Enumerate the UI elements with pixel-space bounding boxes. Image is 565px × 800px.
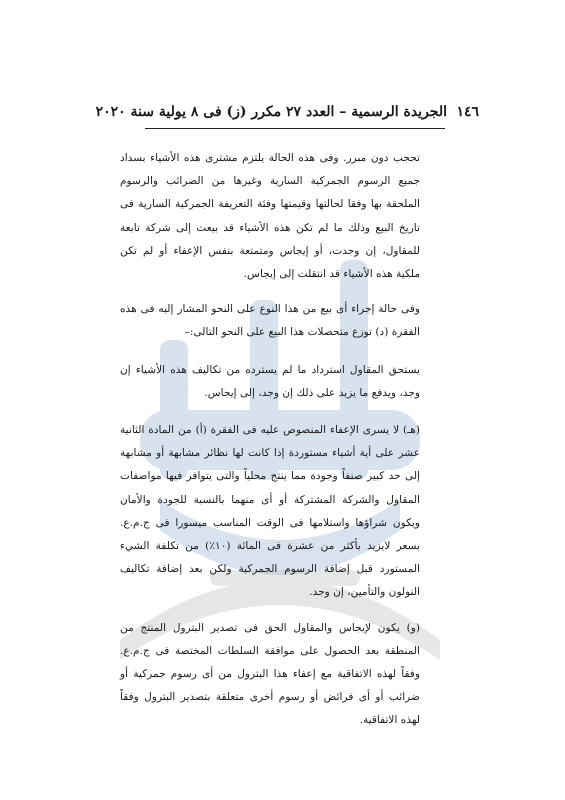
paragraph: (هـ) لا يسرى الإعفاء المنصوص عليه فى الفقرة (أ) من المادة الثانية عشر على أية أشياء مستوردة إذا كانت لها نظائر مشابهة أو مشابهة إلى حد كبير صنفاً وجودة مما ينتج محلياً والتى يتوافر فيها مواصفات المقاول والشركة المشتركة أو أى منهما بالنسبة للجودة والأمان ويكون شراؤها واستلامها فى الوقت المناسب ميسورا فى ج.م.ع. بسعر لايزيد بأكثر من عشرة فى المائة (١٠٪) من تكلفة الشيء المستورد قبل إضافة الرسوم الجمركية ولكن بعد إضافة تكاليف النولون والتأمين، إن وجد. [120, 424, 420, 599]
paragraph: وفى حالة إجراء أى بيع من هذا النوع على النحو المشار إليه فى هذه الفقرة (د) توزع متحصلات هذا البيع على النحو التالى:– [120, 303, 420, 339]
paragraph: يستحق المقاول استرداد ما لم يسترده من تكاليف هذه الأشياء إن وجد، ويدفع ما يزيد على ذلك إن وجد، إلى إيجاس. [120, 363, 420, 399]
header-divider [145, 128, 445, 129]
paragraph: (و) يكون لإيجاس والمقاول الحق فى تصدير البترول المنتج من المنطقة بعد الحصول على موافقة السلطات المختصة فى ج.م.ع. وفقاً لهذه الاتفاقية مع إعفاء هذا البترول من أى رسوم جمركية أو ضرائب أو أى فرائض أو رسوم أخرى متعلقة بتصدير البترول وفقاً لهذه الاتفاقية. [120, 621, 420, 727]
document-body [120, 147, 420, 742]
page-number: ١٤٦ [456, 104, 479, 120]
gazette-title: الجريدة الرسمية – العدد ٢٧ مكرر (ز) فى ٨ يولية سنة ٢٠٢٠ [95, 104, 447, 120]
page-header [95, 104, 479, 120]
paragraph: تحجب دون مبرر. وفى هذه الحالة يلتزم مشترى هذه الأشياء بسداد جميع الرسوم الجمركية السارية وغيرها من الضرائب والرسوم الملحقة بها وفقا لحالتها وقيمتها وفئة التعريفة الجمركية السارية فى تاريخ البيع وذلك ما لم تكن هذه الأشياء قد بيعت إلى شركة تابعة للمقاول، إن وجدت، أو إيجاس ومتمتعة بنفس الإعفاء أو لم تكن ملكية هذه الأشياء قد انتقلت إلى إيجاس. [120, 152, 420, 281]
